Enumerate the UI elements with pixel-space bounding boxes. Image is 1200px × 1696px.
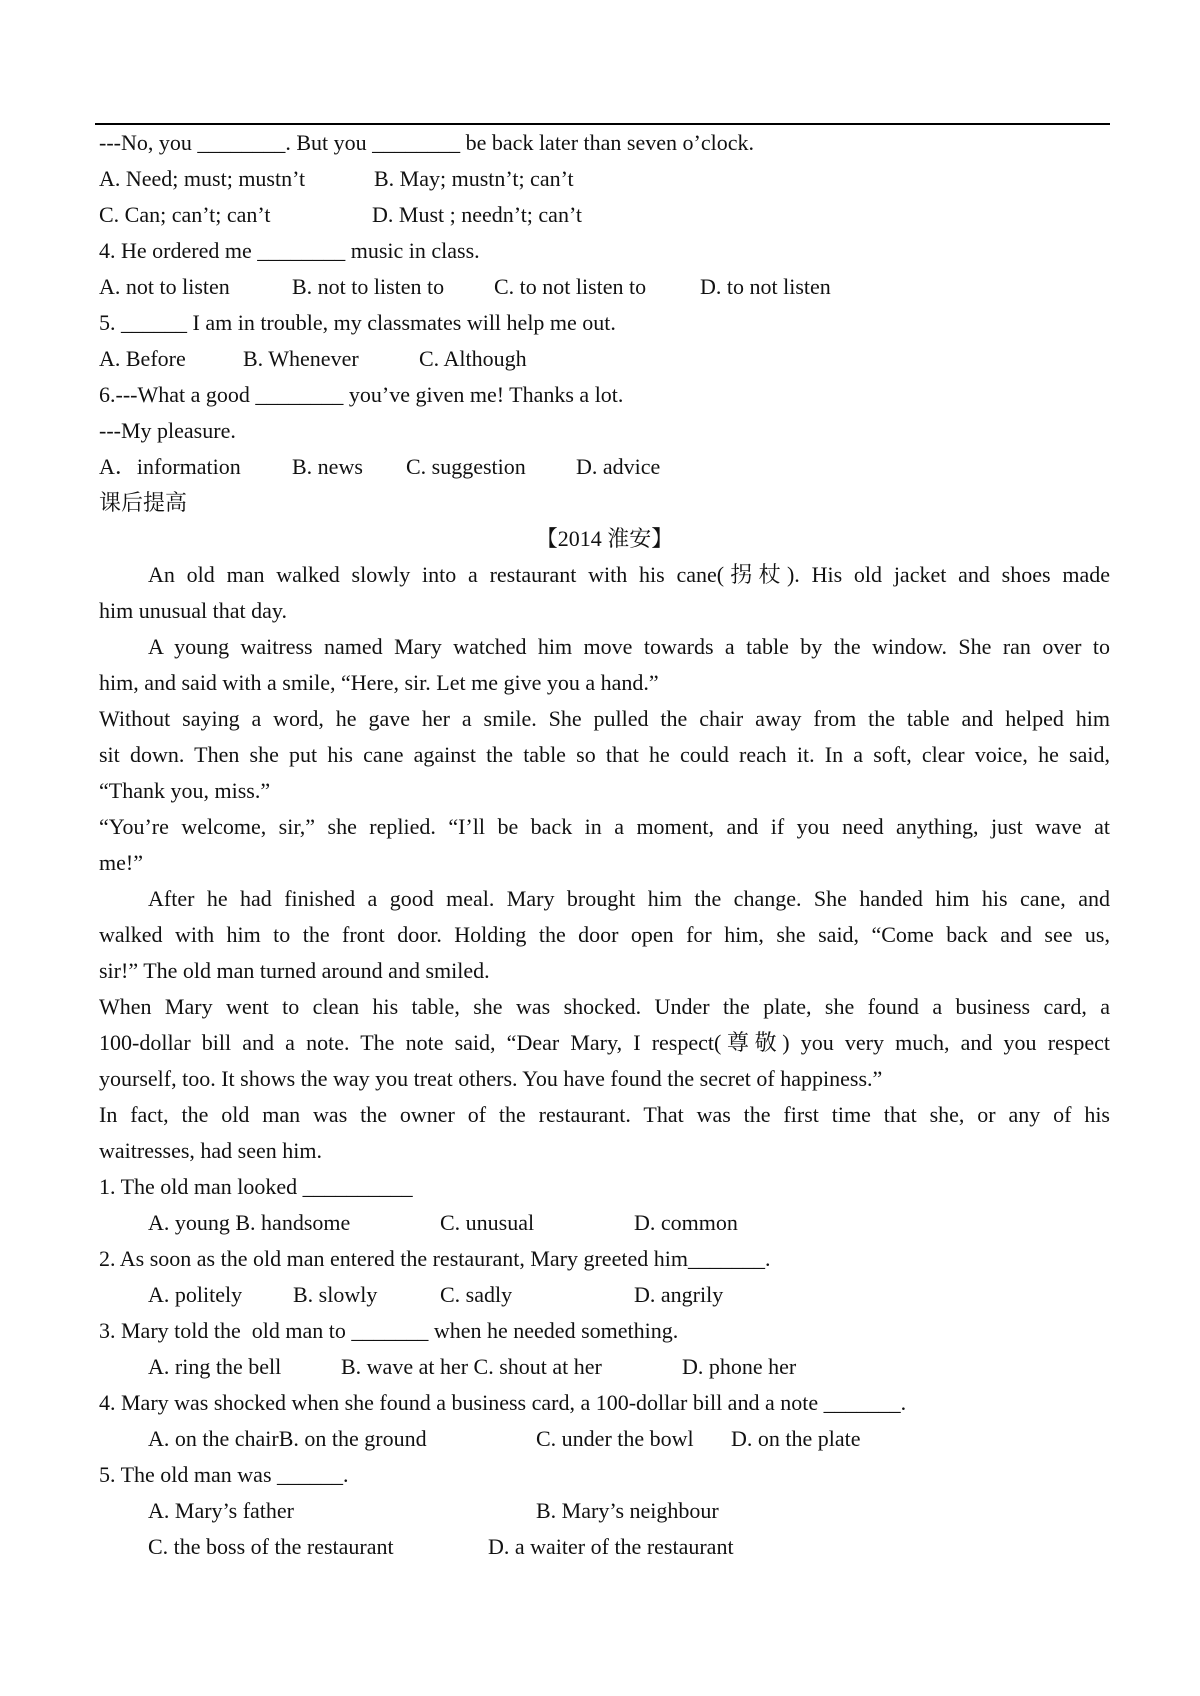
question-5-option-d: D. a waiter of the restaurant: [488, 1534, 734, 1559]
question-1-option-ab: A. young B. handsome: [148, 1210, 351, 1235]
question-4-option-d: D. on the plate: [731, 1426, 861, 1451]
passage-line: After he had finished a good meal. Mary brought him the change. She handed him his cane, and: [148, 886, 1110, 911]
question-5-option-a: A. Mary’s father: [148, 1498, 295, 1523]
passage-line: An old man walked slowly into a restaurant with his cane(拐杖). His old jacket and shoes made: [148, 562, 1110, 587]
question-2-option-b: B. slowly: [293, 1282, 378, 1307]
passage-line: walked with him to the front door. Holding the door open for him, she said, “Come back and see us,: [99, 922, 1110, 947]
passage-line: him, and said with a smile, “Here, sir. Let me give you a hand.”: [99, 670, 659, 695]
q4-option-a: A. not to listen: [99, 274, 230, 299]
passage-line: sit down. Then she put his cane against the table so that he could reach it. In a soft, clear voice, he said,: [99, 742, 1110, 767]
passage-line: 100-dollar bill and a note. The note said, “Dear Mary, I respect(尊敬) you very much, and you respect: [99, 1030, 1110, 1055]
q3-option-d: D. Must ; needn’t; can’t: [372, 202, 582, 227]
q6-option-a: A．information: [99, 454, 241, 479]
question-5-option-c: C. the boss of the restaurant: [148, 1534, 394, 1559]
question-3-option-bc: B. wave at her C. shout at her: [341, 1354, 602, 1379]
q6-stem: 6.---What a good ________ you’ve given me! Thanks a lot.: [99, 382, 624, 407]
passage-line: “You’re welcome, sir,” she replied. “I’ll be back in a moment, and if you need anything, just wave at: [99, 814, 1110, 839]
question-4-option-ab: A. on the chairB. on the ground: [148, 1426, 427, 1451]
question-stem-1: 1. The old man looked __________: [99, 1174, 413, 1199]
q5-option-c: C. Although: [419, 346, 527, 371]
passage-line: A young waitress named Mary watched him move towards a table by the window. She ran over to: [148, 634, 1110, 659]
question-3-option-d: D. phone her: [682, 1354, 797, 1379]
question-2-option-a: A. politely: [148, 1282, 243, 1307]
passage-line: him unusual that day.: [99, 598, 287, 623]
q3-option-b: B. May; mustn’t; can’t: [374, 166, 574, 191]
section-label: 课后提高: [99, 490, 188, 515]
q3-option-a: A. Need; must; mustn’t: [99, 166, 306, 191]
passage-line: Without saying a word, he gave her a smile. She pulled the chair away from the table and helped him: [99, 706, 1110, 731]
passage-line: waitresses, had seen him.: [99, 1138, 322, 1163]
q6-option-c: C. suggestion: [406, 454, 526, 479]
q4-option-c: C. to not listen to: [494, 274, 647, 299]
q4-option-b: B. not to listen to: [292, 274, 445, 299]
passage-line: When Mary went to clean his table, she was shocked. Under the plate, she found a business card, a: [99, 994, 1110, 1019]
q6-option-b: B. news: [292, 454, 363, 479]
q5-stem: 5. ______ I am in trouble, my classmates will help me out.: [99, 310, 616, 335]
question-stem-4: 4. Mary was shocked when she found a business card, a 100-dollar bill and a note _______.: [99, 1390, 907, 1415]
question-stem-3: 3. Mary told the old man to _______ when he needed something.: [99, 1318, 679, 1343]
question-stem-2: 2. As soon as the old man entered the restaurant, Mary greeted him_______.: [99, 1246, 771, 1271]
question-3-option-a: A. ring the bell: [148, 1354, 282, 1379]
question-2-option-d: D. angrily: [634, 1282, 724, 1307]
header-rule: [95, 123, 1110, 125]
q3-line2: ---No, you ________. But you ________ be back later than seven o’clock.: [99, 130, 754, 155]
passage-title: 【2014 淮安】: [535, 526, 674, 551]
question-1-option-d: D. common: [634, 1210, 738, 1235]
passage-line: “Thank you, miss.”: [99, 778, 271, 803]
q6-reply: ---My pleasure.: [99, 418, 236, 443]
q3-option-c: C. Can; can’t; can’t: [99, 202, 271, 227]
question-1-option-c: C. unusual: [440, 1210, 535, 1235]
question-2-option-c: C. sadly: [440, 1282, 513, 1307]
q4-option-d: D. to not listen: [700, 274, 831, 299]
passage-line: yourself, too. It shows the way you treat others. You have found the secret of happiness.”: [99, 1066, 883, 1091]
question-stem-5: 5. The old man was ______.: [99, 1462, 349, 1487]
q6-option-d: D. advice: [576, 454, 661, 479]
q5-option-a: A. Before: [99, 346, 186, 371]
passage-line: In fact, the old man was the owner of the restaurant. That was the first time that she, or any of his: [99, 1102, 1110, 1127]
question-5-option-b: B. Mary’s neighbour: [536, 1498, 719, 1523]
passage-line: sir!” The old man turned around and smiled.: [99, 958, 490, 983]
q5-option-b: B. Whenever: [243, 346, 359, 371]
passage-line: me!”: [99, 850, 143, 875]
question-4-option-c: C. under the bowl: [536, 1426, 694, 1451]
q4-stem: 4. He ordered me ________ music in class.: [99, 238, 480, 263]
